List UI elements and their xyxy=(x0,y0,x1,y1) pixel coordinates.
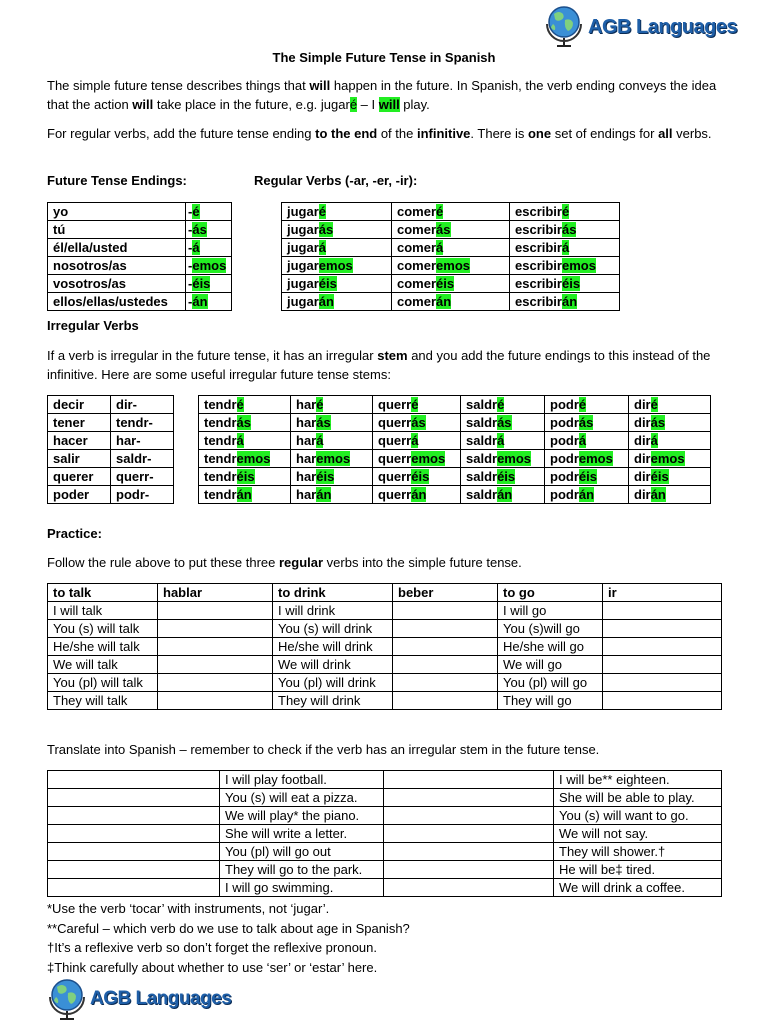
conj-cell: hará xyxy=(291,432,373,450)
translate-instruction: Translate into Spanish – remember to check if the verb has an irregular stem in the future tense. xyxy=(47,742,600,757)
answer-cell[interactable] xyxy=(603,638,722,656)
table-row xyxy=(282,221,620,239)
irregular-conjugation-table xyxy=(198,395,711,504)
conj-cell: jugaremos xyxy=(282,257,392,275)
conj-cell: jugarán xyxy=(282,293,392,311)
table-row xyxy=(199,396,711,414)
pronoun-cell: él/ella/usted xyxy=(48,239,186,257)
conj-cell: escribirás xyxy=(510,221,620,239)
answer-cell[interactable] xyxy=(48,825,220,843)
ending-cell: -ás xyxy=(186,221,232,239)
footnote: **Careful – which verb do we use to talk about age in Spanish? xyxy=(47,920,410,936)
conj-cell: querréis xyxy=(373,468,461,486)
brand-name: AGB Languages xyxy=(90,988,232,1009)
conj-cell: escribirá xyxy=(510,239,620,257)
conj-cell: jugaréis xyxy=(282,275,392,293)
table-row xyxy=(282,257,620,275)
conj-cell: podréis xyxy=(545,468,629,486)
practice-table xyxy=(47,583,722,710)
header-cell: ir xyxy=(603,584,722,602)
prompt-cell: You (pl) will drink xyxy=(273,674,393,692)
conj-cell: dirán xyxy=(629,486,711,504)
intro-paragraph-1: The simple future tense describes things that will happen in the future. In Spanish, the verb ending conveys the idea that the action will take place in the future, e.g. jugaré – I will play. xyxy=(47,78,717,112)
conj-cell: dirás xyxy=(629,414,711,432)
conj-cell: jugarás xyxy=(282,221,392,239)
table-row xyxy=(48,602,722,620)
conj-cell: jugaré xyxy=(282,203,392,221)
answer-cell[interactable] xyxy=(384,789,554,807)
answer-cell[interactable] xyxy=(384,807,554,825)
table-row xyxy=(48,396,174,414)
table-row xyxy=(199,414,711,432)
pronoun-cell: yo xyxy=(48,203,186,221)
table-row xyxy=(48,638,722,656)
answer-cell[interactable] xyxy=(603,602,722,620)
table-header-row xyxy=(48,584,722,602)
conj-cell: escribirán xyxy=(510,293,620,311)
table-row xyxy=(48,239,232,257)
prompt-cell: We will drink a coffee. xyxy=(554,879,722,897)
verb-cell: tener xyxy=(48,414,111,432)
answer-cell[interactable] xyxy=(48,843,220,861)
answer-cell[interactable] xyxy=(393,638,498,656)
table-row xyxy=(48,656,722,674)
conj-cell: tendréis xyxy=(199,468,291,486)
answer-cell[interactable] xyxy=(158,602,273,620)
prompt-cell: He will be‡ tired. xyxy=(554,861,722,879)
verb-cell: salir xyxy=(48,450,111,468)
practice-instruction: Follow the rule above to put these three regular verbs into the simple future tense. xyxy=(47,555,522,570)
prompt-cell: They will go xyxy=(498,692,603,710)
ending-cell: -án xyxy=(186,293,232,311)
answer-cell[interactable] xyxy=(393,692,498,710)
conj-cell: querré xyxy=(373,396,461,414)
conj-cell: podrás xyxy=(545,414,629,432)
header-cell: to drink xyxy=(273,584,393,602)
conj-cell: tendrán xyxy=(199,486,291,504)
conj-cell: querrás xyxy=(373,414,461,432)
prompt-cell: We will go xyxy=(498,656,603,674)
conj-cell: comerá xyxy=(392,239,510,257)
conj-cell: comeréis xyxy=(392,275,510,293)
prompt-cell: I will be** eighteen. xyxy=(554,771,722,789)
conj-cell: saldrás xyxy=(461,414,545,432)
prompt-cell: You (s)will go xyxy=(498,620,603,638)
stem-cell: saldr- xyxy=(111,450,174,468)
conj-cell: saldrá xyxy=(461,432,545,450)
intro-paragraph-2: For regular verbs, add the future tense ending to the end of the infinitive. There is one set of endings for all verbs. xyxy=(47,126,712,141)
conj-cell: querremos xyxy=(373,450,461,468)
regular-heading: Regular Verbs (-ar, -er, -ir): xyxy=(254,173,418,188)
prompt-cell: They will drink xyxy=(273,692,393,710)
table-row xyxy=(282,293,620,311)
footnotes xyxy=(47,899,747,977)
prompt-cell: She will write a letter. xyxy=(220,825,384,843)
conj-cell: harás xyxy=(291,414,373,432)
answer-cell[interactable] xyxy=(158,674,273,692)
table-row xyxy=(48,293,232,311)
prompt-cell: He/she will drink xyxy=(273,638,393,656)
answer-cell[interactable] xyxy=(48,861,220,879)
conj-cell: comerán xyxy=(392,293,510,311)
stem-cell: tendr- xyxy=(111,414,174,432)
conj-cell: comeremos xyxy=(392,257,510,275)
conj-cell: haré xyxy=(291,396,373,414)
answer-cell[interactable] xyxy=(603,674,722,692)
header-cell: to talk xyxy=(48,584,158,602)
conj-cell: tendré xyxy=(199,396,291,414)
conj-cell: escribiré xyxy=(510,203,620,221)
conj-cell: dirá xyxy=(629,432,711,450)
endings-heading: Future Tense Endings: xyxy=(47,173,187,188)
table-row xyxy=(48,275,232,293)
prompt-cell: You (pl) will talk xyxy=(48,674,158,692)
table-row xyxy=(282,275,620,293)
prompt-cell: You (s) will talk xyxy=(48,620,158,638)
conj-cell: diré xyxy=(629,396,711,414)
practice-heading: Practice: xyxy=(47,526,102,541)
conj-cell: comeré xyxy=(392,203,510,221)
prompt-cell: I will talk xyxy=(48,602,158,620)
ending-cell: -éis xyxy=(186,275,232,293)
answer-cell[interactable] xyxy=(158,620,273,638)
answer-cell[interactable] xyxy=(393,674,498,692)
verb-cell: querer xyxy=(48,468,111,486)
answer-cell[interactable] xyxy=(393,602,498,620)
brand-logo-top xyxy=(541,2,737,48)
conj-cell: podremos xyxy=(545,450,629,468)
answer-cell[interactable] xyxy=(393,620,498,638)
conj-cell: diréis xyxy=(629,468,711,486)
stem-cell: har- xyxy=(111,432,174,450)
ending-cell: -á xyxy=(186,239,232,257)
ending-cell: -é xyxy=(186,203,232,221)
table-row xyxy=(282,239,620,257)
prompt-cell: He/she will talk xyxy=(48,638,158,656)
answer-cell[interactable] xyxy=(48,807,220,825)
table-row xyxy=(48,486,174,504)
conj-cell: saldré xyxy=(461,396,545,414)
header-cell: beber xyxy=(393,584,498,602)
ending-cell: -emos xyxy=(186,257,232,275)
table-row xyxy=(48,414,174,432)
page-title: The Simple Future Tense in Spanish xyxy=(272,50,496,65)
stem-cell: querr- xyxy=(111,468,174,486)
answer-cell[interactable] xyxy=(384,771,554,789)
prompt-cell: I will play football. xyxy=(220,771,384,789)
table-row xyxy=(48,879,722,897)
table-row xyxy=(199,450,711,468)
footnote: †It’s a reflexive verb so don’t forget the reflexive pronoun. xyxy=(47,940,378,955)
conj-cell: saldréis xyxy=(461,468,545,486)
table-row xyxy=(48,843,722,861)
table-row xyxy=(48,771,722,789)
conj-cell: podré xyxy=(545,396,629,414)
table-row xyxy=(48,861,722,879)
table-row xyxy=(199,486,711,504)
header-cell: hablar xyxy=(158,584,273,602)
answer-cell[interactable] xyxy=(384,843,554,861)
table-row xyxy=(48,674,722,692)
table-row xyxy=(282,203,620,221)
translate-table xyxy=(47,770,722,897)
brand-logo-bottom xyxy=(44,975,231,1021)
answer-cell[interactable] xyxy=(384,879,554,897)
regular-verbs-table xyxy=(281,202,620,311)
table-row xyxy=(48,203,232,221)
table-row xyxy=(48,432,174,450)
table-row xyxy=(48,620,722,638)
prompt-cell: You (s) will eat a pizza. xyxy=(220,789,384,807)
conj-cell: jugará xyxy=(282,239,392,257)
answer-cell[interactable] xyxy=(158,692,273,710)
table-row xyxy=(48,468,174,486)
conj-cell: tendrás xyxy=(199,414,291,432)
prompt-cell: They will talk xyxy=(48,692,158,710)
table-row xyxy=(48,789,722,807)
footnote: ‡Think carefully about whether to use ‘ser’ or ‘estar’ here. xyxy=(47,959,378,975)
prompt-cell: She will be able to play. xyxy=(554,789,722,807)
stem-cell: podr- xyxy=(111,486,174,504)
conj-cell: saldrán xyxy=(461,486,545,504)
conj-cell: podrá xyxy=(545,432,629,450)
answer-cell[interactable] xyxy=(158,656,273,674)
table-row xyxy=(48,221,232,239)
footnote: *Use the verb ‘tocar’ with instruments, not ‘jugar’. xyxy=(47,901,330,916)
table-row xyxy=(48,807,722,825)
conj-cell: saldremos xyxy=(461,450,545,468)
conj-cell: escribiréis xyxy=(510,275,620,293)
prompt-cell: You (pl) will go xyxy=(498,674,603,692)
table-row xyxy=(48,692,722,710)
table-row xyxy=(48,450,174,468)
verb-cell: hacer xyxy=(48,432,111,450)
brand-name: AGB Languages xyxy=(588,15,738,38)
conj-cell: comerás xyxy=(392,221,510,239)
answer-cell[interactable] xyxy=(158,638,273,656)
conj-cell: harán xyxy=(291,486,373,504)
table-row xyxy=(199,468,711,486)
prompt-cell: We will drink xyxy=(273,656,393,674)
prompt-cell: You (s) will drink xyxy=(273,620,393,638)
pronoun-cell: nosotros/as xyxy=(48,257,186,275)
answer-cell[interactable] xyxy=(384,861,554,879)
prompt-cell: They will go to the park. xyxy=(220,861,384,879)
answer-cell[interactable] xyxy=(48,879,220,897)
prompt-cell: They will shower.† xyxy=(554,843,722,861)
table-row xyxy=(48,257,232,275)
conj-cell: haremos xyxy=(291,450,373,468)
answer-cell[interactable] xyxy=(603,692,722,710)
answer-cell[interactable] xyxy=(603,620,722,638)
prompt-cell: He/she will go xyxy=(498,638,603,656)
conj-cell: escribiremos xyxy=(510,257,620,275)
conj-cell: podrán xyxy=(545,486,629,504)
prompt-cell: You (s) will want to go. xyxy=(554,807,722,825)
answer-cell[interactable] xyxy=(393,656,498,674)
table-row xyxy=(48,825,722,843)
irregular-intro: If a verb is irregular in the future tense, it has an irregular stem and you add the future endings to this instead of the infinitive. Here are some useful irregular future tense stems: xyxy=(47,348,711,382)
conj-cell: tendremos xyxy=(199,450,291,468)
verb-cell: decir xyxy=(48,396,111,414)
verb-cell: poder xyxy=(48,486,111,504)
prompt-cell: I will drink xyxy=(273,602,393,620)
prompt-cell: We will play* the piano. xyxy=(220,807,384,825)
prompt-cell: You (pl) will go out xyxy=(220,843,384,861)
endings-table xyxy=(47,202,232,311)
conj-cell: tendrá xyxy=(199,432,291,450)
conj-cell: diremos xyxy=(629,450,711,468)
answer-cell[interactable] xyxy=(48,789,220,807)
prompt-cell: We will not say. xyxy=(554,825,722,843)
answer-cell[interactable] xyxy=(48,771,220,789)
stem-cell: dir- xyxy=(111,396,174,414)
irregular-stems-table xyxy=(47,395,174,504)
conj-cell: querrán xyxy=(373,486,461,504)
answer-cell[interactable] xyxy=(384,825,554,843)
pronoun-cell: tú xyxy=(48,221,186,239)
prompt-cell: I will go xyxy=(498,602,603,620)
table-row xyxy=(199,432,711,450)
globe-icon xyxy=(44,975,90,1021)
globe-icon xyxy=(541,2,587,48)
irregular-heading: Irregular Verbs xyxy=(47,318,139,333)
pronoun-cell: ellos/ellas/ustedes xyxy=(48,293,186,311)
answer-cell[interactable] xyxy=(603,656,722,674)
header-cell: to go xyxy=(498,584,603,602)
pronoun-cell: vosotros/as xyxy=(48,275,186,293)
prompt-cell: We will talk xyxy=(48,656,158,674)
conj-cell: haréis xyxy=(291,468,373,486)
prompt-cell: I will go swimming. xyxy=(220,879,384,897)
conj-cell: querrá xyxy=(373,432,461,450)
